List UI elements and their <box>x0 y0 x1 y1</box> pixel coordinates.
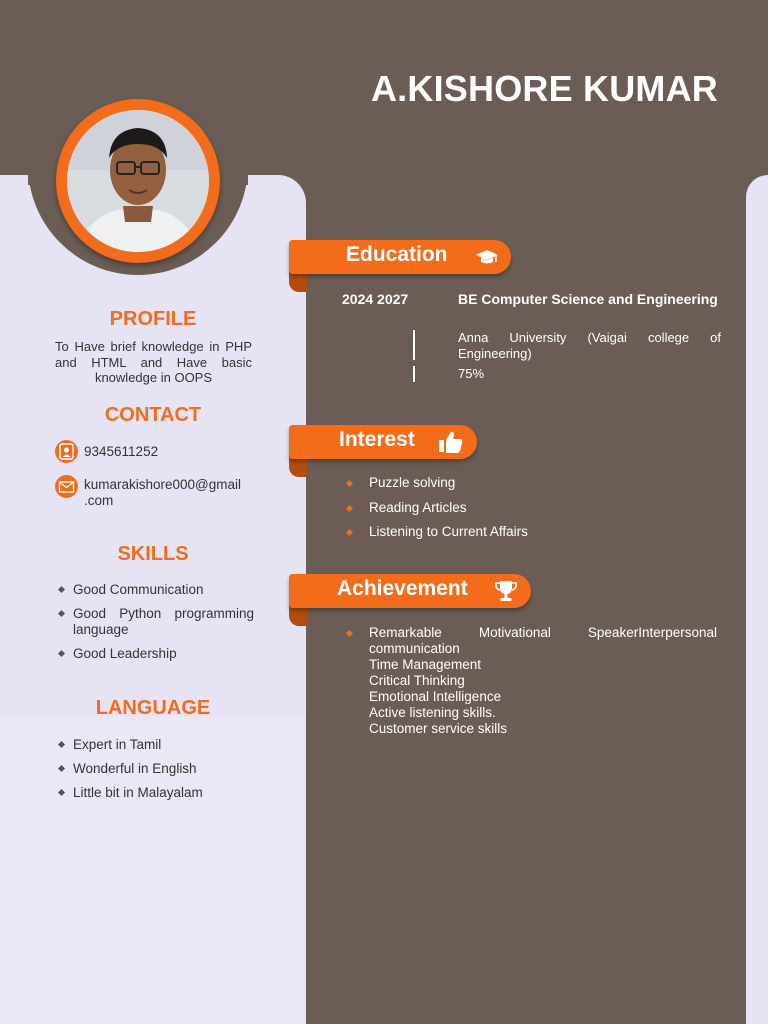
bullet-icon <box>58 741 65 748</box>
education-heading: Education <box>346 243 448 266</box>
skill-item: Good Leadership <box>58 646 254 662</box>
profile-photo-ring <box>56 99 220 263</box>
person-portrait <box>67 110 209 252</box>
achievement-line: Customer service skills <box>369 721 508 736</box>
bullet-icon <box>58 610 65 617</box>
skills-heading: SKILLS <box>117 543 189 565</box>
achievement-line: communication <box>369 641 460 656</box>
trophy-icon <box>493 579 519 603</box>
bullet-icon <box>346 529 353 536</box>
interest-item: Reading Articles <box>346 500 528 516</box>
interest-item: Puzzle solving <box>346 475 528 491</box>
education-degree: BE Computer Science and Engineering <box>458 291 718 307</box>
email-address <box>84 477 241 508</box>
graduation-cap-icon <box>475 248 499 268</box>
timeline-bar <box>413 366 415 382</box>
achievement-heading: Achievement <box>337 577 468 600</box>
achievement-line: Time Management <box>369 657 482 672</box>
skill-item: Good Python programming language <box>58 606 254 638</box>
education-institution: Anna University (Vaigai college of Engineering) <box>458 330 721 361</box>
right-edge-strip <box>746 175 768 1024</box>
achievement-line: Active listening skills. <box>369 705 496 720</box>
language-heading: LANGUAGE <box>95 697 211 719</box>
phone-number: 9345611252 <box>84 444 159 459</box>
interest-banner <box>289 425 479 463</box>
language-item: Expert in Tamil <box>58 737 254 753</box>
interest-heading: Interest <box>339 428 415 451</box>
education-years: 2024 2027 <box>342 291 409 307</box>
bullet-icon <box>346 630 353 637</box>
skill-item: Good Communication <box>58 582 254 598</box>
bullet-icon <box>58 765 65 772</box>
achievement-banner <box>289 574 533 612</box>
email-line-1: kumarakishore000@gmail <box>84 477 242 492</box>
achievement-list <box>369 625 717 737</box>
profile-photo <box>67 110 209 252</box>
candidate-name: A.KISHORE KUMAR <box>370 68 718 109</box>
profile-heading: PROFILE <box>109 308 197 330</box>
email-line-2: .com <box>84 492 114 508</box>
profile-text: To Have brief knowledge in PHP and HTML and Have basic knowledge in OOPS <box>55 339 252 385</box>
bullet-icon <box>58 789 65 796</box>
language-item: Wonderful in English <box>58 761 254 777</box>
bullet-icon <box>346 480 353 487</box>
bullet-icon <box>58 586 65 593</box>
email-contact-icon <box>55 475 78 498</box>
phone-contact-icon <box>55 440 78 463</box>
timeline-bar <box>413 330 415 360</box>
interest-list <box>346 475 528 549</box>
contact-heading: CONTACT <box>104 404 202 426</box>
skills-list <box>58 582 254 670</box>
achievement-line: Critical Thinking <box>369 673 465 688</box>
bullet-icon <box>58 650 65 657</box>
bullet-icon <box>346 504 353 511</box>
language-item: Little bit in Malayalam <box>58 785 254 801</box>
achievement-line: Remarkable Motivational SpeakerInterpersonal <box>369 625 717 640</box>
achievement-line: Emotional Intelligence <box>369 689 502 704</box>
language-list <box>58 737 254 809</box>
education-banner <box>289 240 513 278</box>
education-score: 75% <box>458 366 485 381</box>
thumbs-up-icon <box>438 430 464 454</box>
interest-item: Listening to Current Affairs <box>346 524 528 540</box>
